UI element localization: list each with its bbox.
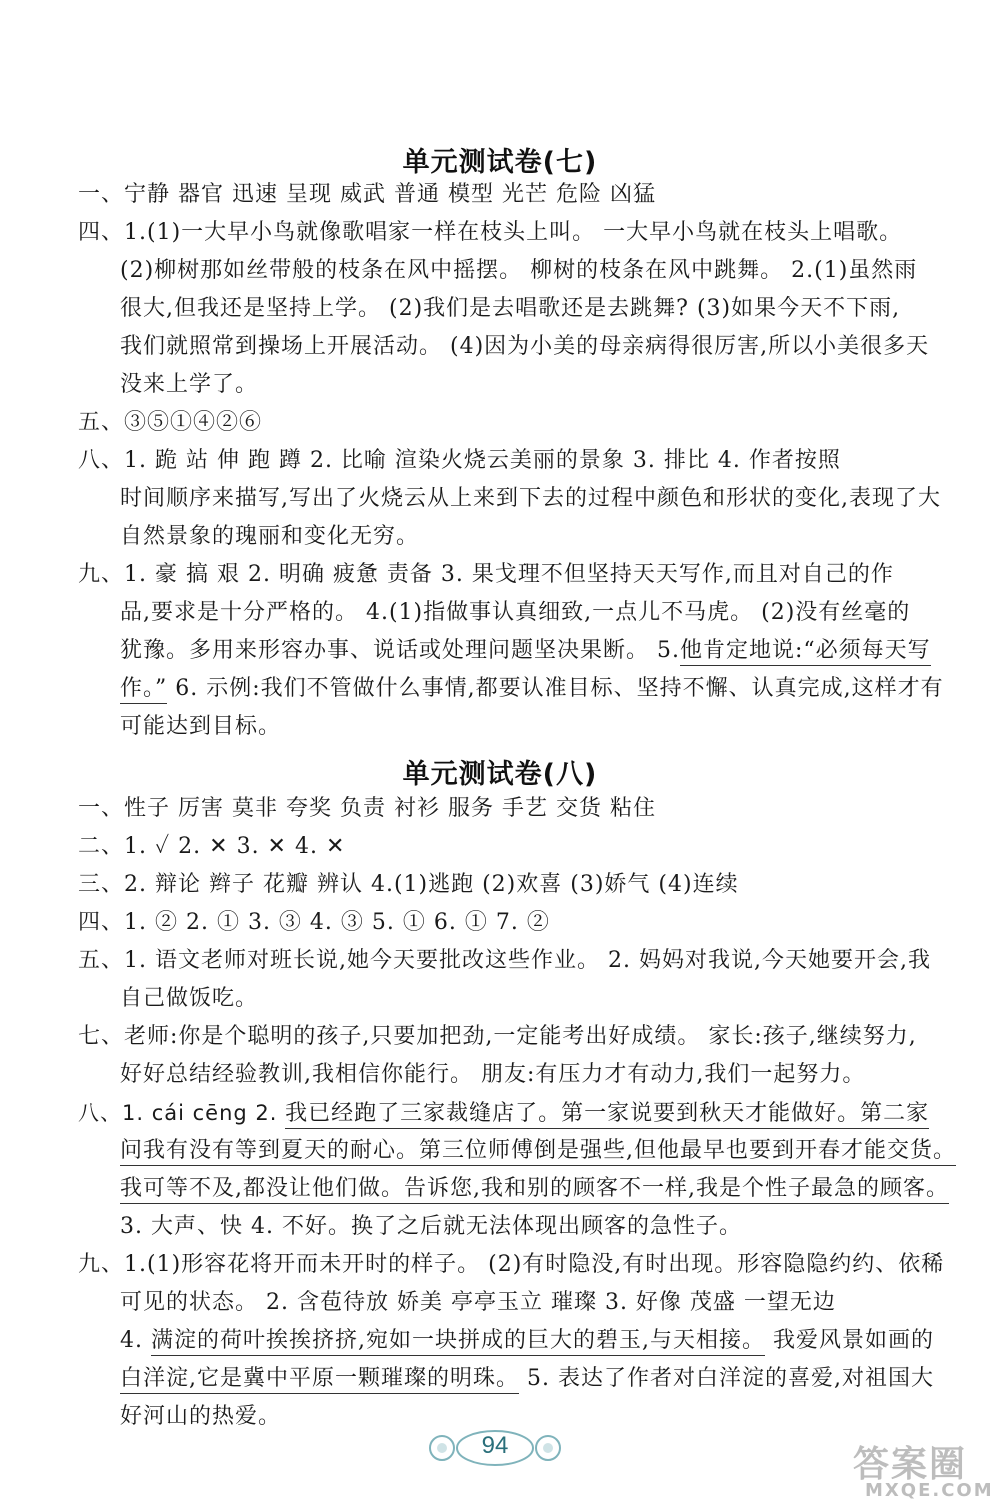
answer-line: [120, 636, 931, 666]
answer-line: 自己做饭吃。: [120, 986, 259, 1011]
answer-line: 九、1.(1)形容花将开而未开时的样子。 (2)有时隐没,有时出现。形容隐隐约约、依稀: [78, 1252, 945, 1277]
answer-line: [120, 1174, 949, 1204]
answer-text: 犹豫。多用来形容办事、说话或处理问题坚决果断。 5.: [120, 638, 680, 663]
underlined-answer: 我已经跑了三家裁缝店了。第一家说要到秋天才能做好。第二家: [285, 1101, 929, 1129]
page-number: 94: [481, 1432, 509, 1459]
answer-line: 一、宁静 器官 迅速 呈现 威武 普通 模型 光芒 危险 凶猛: [78, 182, 656, 207]
watermark-logo: [845, 1436, 995, 1506]
answer-line: [78, 1098, 929, 1129]
answer-line: 九、1. 豪 搞 艰 2. 明确 疲惫 责备 3. 果戈理不但坚持天天写作,而且对自己的作: [78, 562, 894, 587]
answer-line: (2)柳树那如丝带般的枝条在风中摇摆。 柳树的枝条在风中跳舞。 2.(1)虽然雨: [120, 258, 918, 283]
answer-line: 一、性子 厉害 莫非 夸奖 负责 衬衫 服务 手艺 交货 粘住: [78, 796, 656, 821]
answer-text: 5. 表达了作者对白洋淀的喜爱,对祖国大: [519, 1366, 934, 1391]
answer-text: 4.: [120, 1328, 151, 1353]
answer-line: 七、老师:你是个聪明的孩子,只要加把劲,一定能考出好成绩。 家长:孩子,继续努力,: [78, 1024, 917, 1049]
underlined-answer: 问我有没有等到夏天的耐心。第三位师傅倒是强些,但他最早也要到开春才能交货。: [120, 1138, 956, 1166]
answer-line: 四、1.(1)一大早小鸟就像歌唱家一样在枝头上叫。 一大早小鸟就在枝头上唱歌。: [78, 220, 903, 245]
answer-line: 3. 大声、快 4. 不好。换了之后就无法体现出顾客的急性子。: [120, 1214, 742, 1239]
answer-line: 好好总结经验教训,我相信你能行。 朋友:有压力才有动力,我们一起努力。: [120, 1062, 866, 1087]
answer-line: 五、1. 语文老师对班长说,她今天要批改这些作业。 2. 妈妈对我说,今天她要开会,我: [78, 948, 931, 973]
answer-line: 时间顺序来描写,写出了火烧云从上来到下去的过程中颜色和形状的变化,表现了大: [120, 486, 941, 511]
answer-line: 二、1. ✓ 2. ✕ 3. ✕ 4. ✕: [78, 834, 346, 859]
answer-text: 八、1. cái cēng 2.: [78, 1101, 286, 1125]
answer-line: 三、2. 辩论 辫子 花瓣 辨认 4.(1)逃跑 (2)欢喜 (3)娇气 (4)连续: [78, 872, 739, 897]
answer-line: [120, 1326, 934, 1356]
answer-line: 很大,但我还是坚持上学。 (2)我们是去唱歌还是去跳舞? (3)如果今天不下雨,: [120, 296, 901, 321]
answer-line: 自然景象的瑰丽和变化无穷。: [120, 524, 420, 549]
answer-line: [120, 1136, 956, 1166]
answer-line: 五、③⑤①④②⑥: [78, 410, 263, 435]
answer-line: 四、1. ② 2. ① 3. ③ 4. ③ 5. ① 6. ① 7. ②: [78, 910, 550, 935]
section-7-title: 单元测试卷(七): [402, 147, 598, 178]
answer-line: 好河山的热爱。: [120, 1404, 282, 1429]
answer-line: 可见的状态。 2. 含苞待放 娇美 亭亭玉立 璀璨 3. 好像 茂盛 一望无边: [120, 1290, 836, 1315]
underlined-answer: 作。”: [120, 676, 167, 704]
answer-line: [120, 1364, 934, 1394]
answer-line: [120, 674, 944, 704]
section-8-title: 单元测试卷(八): [402, 759, 598, 790]
answer-line: 八、1. 跪 站 伸 跑 蹲 2. 比喻 渲染火烧云美丽的景象 3. 排比 4. 作者按照: [78, 448, 841, 473]
underlined-answer: 满淀的荷叶挨挨挤挤,宛如一块拼成的巨大的碧玉,与天相接。: [151, 1328, 765, 1356]
underlined-answer: 我可等不及,都没让他们做。告诉您,我和别的顾客不一样,我是个性子最急的顾客。: [120, 1176, 949, 1204]
watermark-text-top: 答案圈: [853, 1444, 968, 1485]
answer-line: 我们就照常到操场上开展活动。 (4)因为小美的母亲病得很厉害,所以小美很多天: [120, 334, 930, 359]
answer-line: 没来上学了。: [120, 372, 259, 397]
watermark-text-bottom: MXQE.COM: [865, 1480, 994, 1501]
answer-line: 品,要求是十分严格的。 4.(1)指做事认真细致,一点儿不马虎。 (2)没有丝毫的: [120, 600, 911, 625]
answer-line: 可能达到目标。: [120, 714, 282, 739]
answer-text: 6. 示例:我们不管做什么事情,都要认准目标、坚持不懈、认真完成,这样才有: [167, 676, 944, 701]
answer-text: 我爱风景如画的: [764, 1328, 934, 1353]
underlined-answer: 白洋淀,它是冀中平原一颗璀璨的明珠。: [120, 1366, 519, 1394]
underlined-answer: 他肯定地说:“必须每天写: [680, 638, 931, 666]
page-number-badge: [420, 1422, 570, 1474]
